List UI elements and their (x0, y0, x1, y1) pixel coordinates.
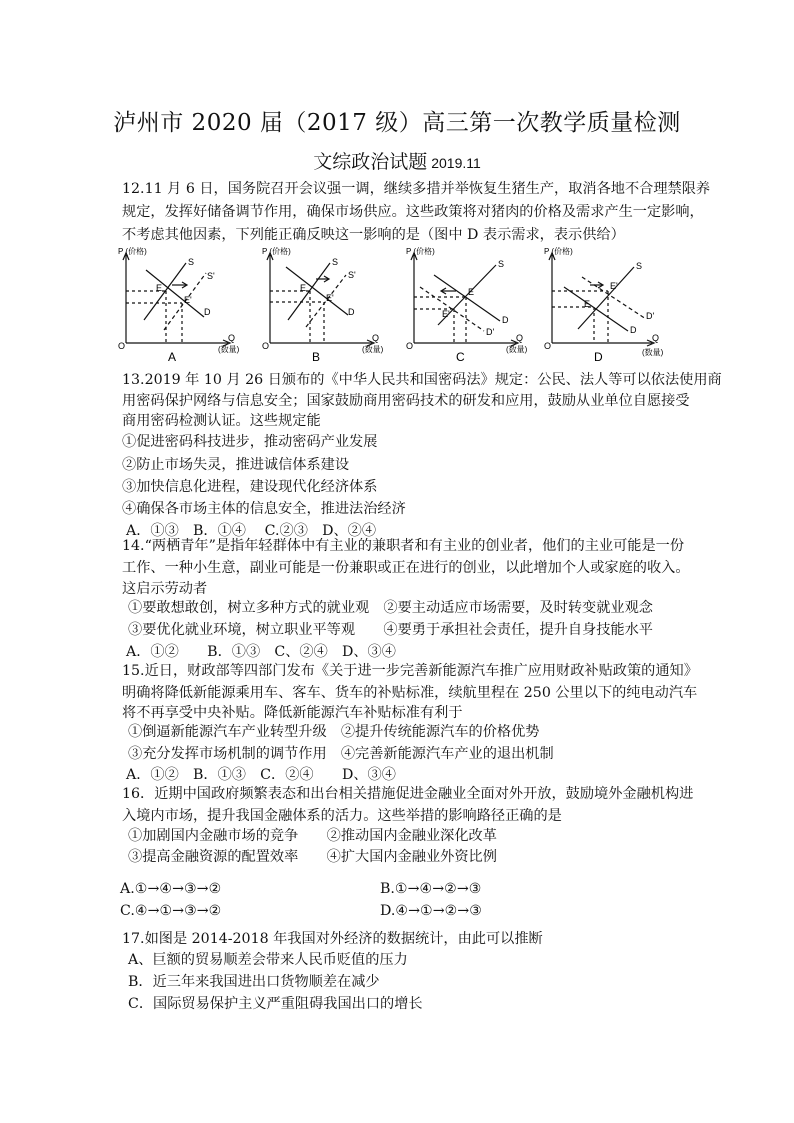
graph-c-label-e-prime: E' (442, 309, 450, 319)
q16-line-2: 入境内市场，提升我国金融体系的活力。这些举措的影响路径正确的是 (122, 808, 562, 824)
graph-c-x-unit: (数量) (506, 345, 528, 354)
q14-items-row-2: ③要优化就业环境，树立职业平等观 ④要勇于承担社会责任，提升自身技能水平 (128, 622, 653, 638)
graph-d-x-unit: (数量) (642, 348, 664, 357)
q14-line-2: 工作、一种小生意，副业可能是一份兼职或正在进行的创业，以此增加个人或家庭的收入。 (122, 560, 690, 576)
graph-b-label-e: E (300, 283, 307, 293)
graph-a-x-axis: Q (228, 333, 236, 343)
q14-items-row-1: ①要敢想敢创，树立多种方式的就业观 ②要主动适应市场需要，及时转变就业观念 (128, 600, 653, 616)
q13-line-3: 商用密码检测认证。这些规定能 (122, 413, 321, 429)
graph-b-x-unit: (数量) (362, 345, 384, 354)
q12-line-2: 规定，发挥好储备调节作用，确保市场供应。这些政策将对猪肉的价格及需求产生一定影响， (122, 204, 704, 220)
q13-choices: A．①③ B．①④ C.②③ D、②④ (126, 523, 377, 539)
q13-item-1: ①促进密码科技进步，推动密码产业发展 (122, 434, 378, 450)
graph-d-y-axis: P (价格) (544, 247, 573, 256)
exam-date: 2019.11 (431, 155, 481, 171)
graph-a-label-e: E (156, 283, 163, 293)
graph-b-origin: O (262, 341, 270, 351)
subject-title: 文综政治试题 (313, 151, 428, 173)
graph-a-label-d: D (204, 307, 211, 317)
graph-b-label-s: S (332, 257, 339, 267)
graph-a-x-unit: (数量) (218, 345, 240, 354)
graph-d-label-d: D (630, 325, 637, 335)
q13-item-3: ③加快信息化进程，建设现代化经济体系 (122, 479, 378, 495)
q15-line-2: 明确将降低新能源乘用车、客车、货车的补贴标准，续航里程在 250 公里以下的纯电动汽车 (122, 685, 698, 701)
q16-choice-a: A.①→④→③→② (120, 881, 222, 897)
graph-d-label-e-prime: E' (610, 281, 618, 291)
graph-b-y-axis: P (价格) (262, 247, 291, 256)
graph-c-label-d: D (502, 315, 509, 325)
graph-d-label-d-prime: D' (646, 311, 655, 321)
q12-graph-row (116, 245, 682, 367)
graph-a-label-s-prime: S' (207, 271, 215, 281)
graph-b (260, 245, 402, 367)
graph-d-origin: O (544, 341, 552, 351)
q16-choice-b: B.①→④→②→③ (380, 881, 482, 897)
graph-a-label-e-prime: E' (184, 295, 192, 305)
graph-a-y-axis: P (价格) (118, 247, 147, 256)
q16-items-row-2: ③提高金融资源的配置效率 ④扩大国内金融业外资比例 (128, 849, 497, 865)
graph-a (116, 245, 258, 367)
q14-choices: A．①② B．①③ C、②④ D、③④ (126, 644, 396, 660)
graph-c-label-d-prime: D' (486, 327, 495, 337)
q17-choice-b: B．近三年来我国进出口货物顺差在减少 (128, 974, 380, 990)
q15-choices: A．①② B．①③ C．②④ D、③④ (126, 767, 396, 783)
q16-choice-d: D.④→①→②→③ (380, 903, 482, 919)
graph-a-letter: A (168, 350, 177, 364)
graph-c-y-axis: P (价格) (406, 247, 435, 256)
q13-line-1: 13.2019 年 10 月 26 日颁布的《中华人民共和国密码法》规定：公民、法人等可以依法使用商 (122, 372, 722, 388)
page-title: 泸州市 2020 届（2017 级）高三第一次教学质量检测 (113, 110, 681, 136)
graph-d-letter: D (594, 350, 603, 364)
q17-line-1: 17.如图是 2014-2018 年我国对外经济的数据统计，由此可以推断 (122, 931, 543, 947)
q16-choice-c: C.④→①→③→② (120, 903, 222, 919)
q15-line-3: 将不再享受中央补贴。降低新能源汽车补贴标准有利于 (122, 705, 463, 721)
graph-b-x-axis: Q (372, 333, 380, 343)
graph-b-letter: B (312, 350, 321, 364)
q17-choice-c: C．国际贸易保护主义严重阻碍我国出口的增长 (128, 996, 423, 1012)
q13-item-4: ④确保各市场主体的信息安全，推进法治经济 (122, 501, 406, 517)
graph-a-origin: O (118, 341, 126, 351)
q16-line-1: 16．近期中国政府频繁表态和出台相关措施促进金融业全面对外开放，鼓励境外金融机构进 (122, 786, 694, 802)
graph-c-letter: C (456, 350, 465, 364)
graph-d-label-s: S (636, 261, 643, 271)
q17-choice-a: A、巨额的贸易顺差会带来人民币贬值的压力 (128, 952, 408, 968)
q13-item-2: ②防止市场失灵，推进诚信体系建设 (122, 457, 350, 473)
graph-b-label-s-prime: S' (348, 270, 356, 280)
q14-line-1: 14.“两栖青年”是指年轻群体中有主业的兼职者和有主业的创业者，他们的主业可能是一份 (122, 538, 685, 554)
q15-items-row-2: ③充分发挥市场机制的调节作用 ④完善新能源汽车产业的退出机制 (128, 746, 554, 762)
graph-b-label-e-prime: E' (326, 293, 334, 303)
graph-d (542, 245, 684, 367)
graph-c-origin: O (406, 341, 414, 351)
q12-line-3: 不考虑其他因素，下列能正确反映这一影响的是（图中 D 表示需求，表示供给） (122, 227, 625, 243)
page-subtitle (0, 147, 794, 174)
graph-c (404, 245, 546, 367)
q12-line-1: 12.11 月 6 日，国务院召开会议强一调，继续多措并举恢复生猪生产，取消各地不合理禁限养 (122, 181, 711, 197)
graph-d-x-axis: Q (652, 333, 660, 343)
q14-line-3: 这启示劳动者 (122, 581, 208, 597)
graph-a-label-s: S (188, 257, 195, 267)
q15-line-1: 15.近日，财政部等四部门发布《关于进一步完善新能源汽车推广应用财政补贴政策的通知》 (122, 663, 698, 679)
graph-b-label-d: D (348, 307, 355, 317)
q13-line-2: 用密码保护网络与信息安全；国家鼓励商用密码技术的研发和应用，鼓励从业单位自愿接受 (122, 393, 690, 409)
graph-d-label-e: E (584, 299, 591, 309)
q15-items-row-1: ①倒逼新能源汽车产业转型升级 ②提升传统能源汽车的价格优势 (128, 724, 540, 740)
graph-c-label-s: S (498, 259, 505, 269)
graph-c-x-axis: Q (516, 333, 524, 343)
graph-c-label-e: E (468, 287, 475, 297)
q16-items-row-1: ①加剧国内金融市场的竞争 ②推动国内金融业深化改革 (128, 828, 497, 844)
